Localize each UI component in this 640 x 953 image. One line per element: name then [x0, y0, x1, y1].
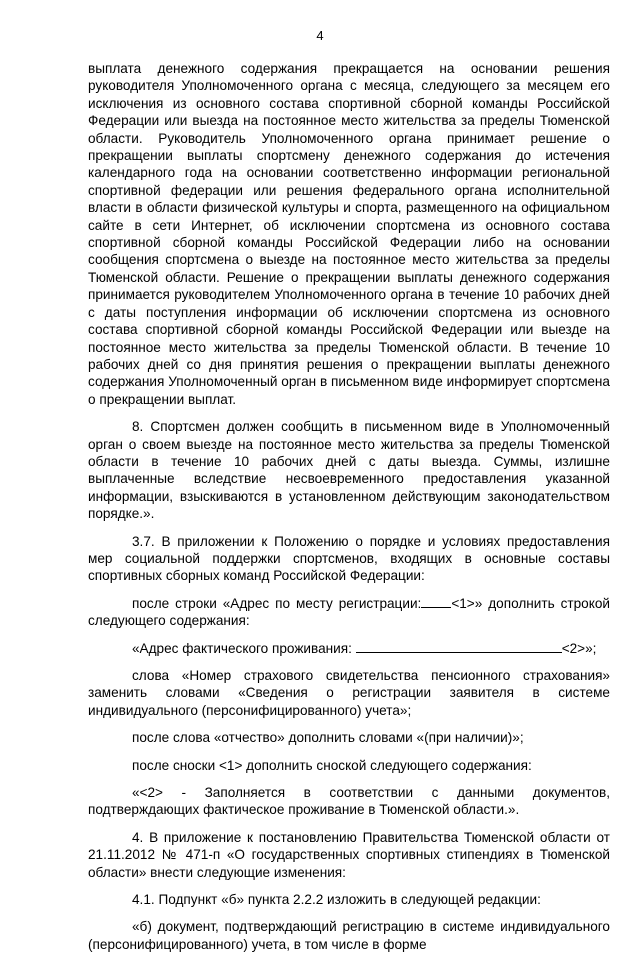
paragraph-section-4: 4. В приложение к постановлению Правительства Тюменской области от 21.11.2012 № 471-п «О государственных спортивных стипендиях в Тюменской области» внести следующие изменения:	[88, 829, 610, 880]
blank-line-long	[356, 641, 562, 653]
paragraph-subitem-b: «б) документ, подтверждающий регистрацию в системе индивидуального (персонифицированного) учета, в том числе в форме	[88, 919, 610, 952]
paragraph-footnote-2: «<2> - Заполняется в соответствии с данными документов, подтверждающих фактическое проживание в Тюменской области.».	[88, 785, 610, 818]
address-registration-text-before: после строки «Адрес по месту регистрации:	[132, 595, 422, 611]
actual-address-text-before: «Адрес фактического проживания:	[132, 640, 356, 656]
paragraph-item-8: 8. Спортсмен должен сообщить в письменном виде в Уполномоченный орган о своем выезде на постоянное место жительства за пределы Тюменской области в течение 10 рабочих дней с даты выезда. Суммы, излишне выплаченные вследствие несвоевременного предоставления указанной информации, взыскиваются в установленном действующим законодательством порядке.».	[88, 419, 610, 522]
paragraph-replace-words: слова «Номер страхового свидетельства пенсионного страхования» заменить словами «Сведения о регистрации заявителя в системе индивидуального (персонифицированного) учета»;	[88, 668, 610, 718]
paragraph-termination-rules: выплата денежного содержания прекращается на основании решения руководителя Уполномоченного органа с месяца, следующего за месяцем его исключения из основного состава спортивной сборной команды Российской Федерации или выезда на постоянное место жительства за пределы Тюменской области. Руководитель Уполномоченного органа принимает решение о прекращении выплаты спортсмену денежного содержания до истечения календарного года на основании соответственно информации региональной спортивной федерации или решения федерального органа исполнительной власти в области физической культуры и спорта, размещенного на официальном сайте в сети Интернет, об исключении спортсмена из основного состава спортивной сборной команды Российской Федерации либо на основании сообщения спортсмена о выезде на постоянное место жительства за пределы Тюменской области. Решение о прекращении выплаты денежного содержания принимается руководителем Уполномоченного органа в течение 10 рабочих дней с даты поступления информации об исключении спортсмена из основного состава спортивной сборной команды Российской Федерации или выезде на постоянное место жительства за пределы Тюменской области. В течение 10 рабочих дней со дня принятия решения о прекращении выплаты денежного содержания Уполномоченный орган в письменном виде информирует спортсмена о прекращении выплат.	[88, 61, 610, 407]
document-body	[88, 60, 610, 953]
address-registration-text-after: <1>» дополнить строкой следующего содержания:	[88, 595, 610, 629]
paragraph-actual-address	[88, 640, 610, 657]
paragraph-patronymic: после слова «отчество» дополнить словами «(при наличии)»;	[132, 730, 524, 746]
page-number: 4	[316, 28, 324, 43]
paragraph-4-1: 4.1. Подпункт «б» пункта 2.2.2 изложить в следующей редакции:	[132, 892, 541, 908]
paragraph-address-registration	[88, 595, 610, 630]
actual-address-text-after: <2>»;	[561, 640, 597, 656]
paragraph-3-7: 3.7. В приложении к Положению о порядке и условиях предоставления мер социальной поддержки спортсменов, входящих в основные составы спортивных сборных команд Российской Федерации:	[88, 533, 610, 584]
paragraph-footnote-add: после сноски <1> дополнить сноской следующего содержания:	[132, 757, 532, 773]
blank-line-short	[421, 596, 451, 608]
